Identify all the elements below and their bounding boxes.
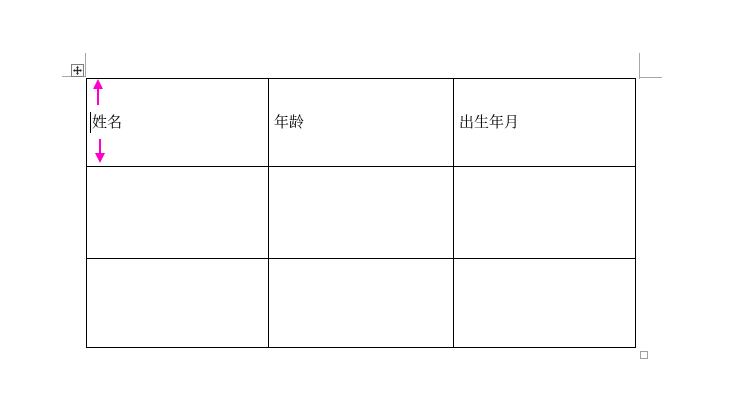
- table-cell-name[interactable]: [87, 79, 269, 167]
- table-cell-age[interactable]: [269, 79, 454, 167]
- table-row: [87, 259, 636, 348]
- document-table: [86, 78, 636, 348]
- text-boundary-mark-left-vertical: [85, 53, 86, 77]
- arrow-down-head: [95, 153, 105, 163]
- table-cell[interactable]: [454, 259, 636, 348]
- text-boundary-mark-right-vertical: [639, 53, 640, 79]
- table-cell[interactable]: [87, 259, 269, 348]
- table-cell[interactable]: [269, 259, 454, 348]
- header-cell-text: 姓名: [92, 114, 123, 131]
- table-header-row: [87, 79, 636, 167]
- header-cell-text: 年龄: [274, 114, 305, 131]
- row-height-arrow-down-icon: [95, 139, 105, 163]
- header-cell-text: 出生年月: [459, 114, 520, 131]
- text-cursor: [90, 112, 91, 133]
- move-cross-icon: [73, 66, 82, 75]
- arrow-down-tail: [99, 139, 101, 154]
- text-boundary-mark-right-horizontal: [639, 77, 662, 78]
- table-cell[interactable]: [269, 167, 454, 259]
- row-height-arrow-up-icon: [93, 79, 103, 105]
- table-move-handle[interactable]: [71, 64, 84, 77]
- table-cell[interactable]: [87, 167, 269, 259]
- arrow-up-tail: [97, 88, 99, 105]
- table-cell[interactable]: [454, 167, 636, 259]
- table-row: [87, 167, 636, 259]
- table-cell-birthdate[interactable]: [454, 79, 636, 167]
- table-resize-handle[interactable]: [640, 351, 648, 359]
